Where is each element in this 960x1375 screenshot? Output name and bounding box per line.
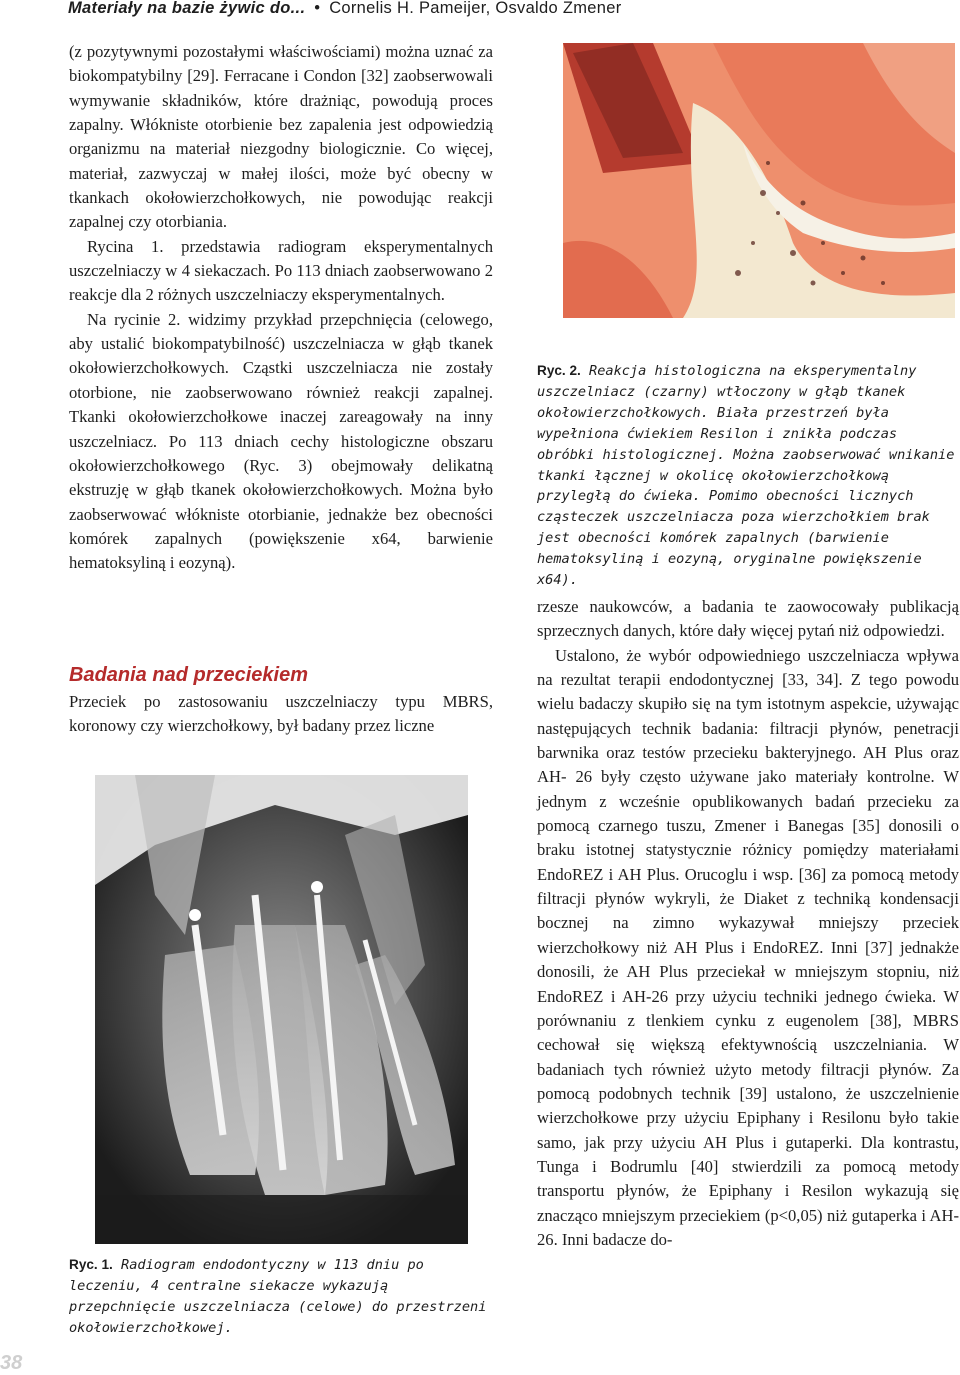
histology-illustration bbox=[563, 43, 955, 318]
journal-title: Materiały na bazie żywic do... bbox=[68, 0, 306, 17]
figure1-caption-text: Radiogram endodontyczny w 113 dniu po leczeniu, 4 centralne siekacze wykazują przepchnięcie uszczelniacza (celowe) do przestrzeni okołowierzchołkowej. bbox=[69, 1257, 487, 1336]
paragraph: Na rycinie 2. widzimy przykład przepchnięcia (celowego, aby ustalić biokompatybilność) uszczelniacza w głąb tkanek okołowierzchołkowych. Cząstki uszczelniacza nie zostały otorbione, nie zaobserwowano również reakcji zapalnej. Tkanki okołowierzchołkowe inaczej zareagowały na inny uszczelniacz. Po 113 dniach cechy histologiczne obszaru okołowierzchołkowego (Ryc. 3) obejmowały delikatną ekstruzję w głąb tkanek okołowierzchołkowych. Można było zaobserwować włókniste otorbianie, jednakże bez obecności komórek zapalnych (powiększenie x64, barwienie hematoksyliną i eozyną). bbox=[69, 309, 493, 573]
figure1-label: Ryc. 1. bbox=[69, 1257, 113, 1272]
paragraph: rzesze naukowców, a badania te zaowocowały publikacją sprzecznych danych, które dały więcej pytań niż odpowiedzi. bbox=[537, 597, 959, 641]
page-number: 38 bbox=[0, 1352, 23, 1374]
left-column bbox=[69, 40, 493, 576]
radiograph-illustration bbox=[95, 775, 468, 1244]
section-heading: Badania nad przeciekiem bbox=[69, 664, 308, 686]
histology-image bbox=[563, 43, 955, 318]
right-column bbox=[537, 595, 959, 1252]
paragraph: (z pozytywnymi pozostałymi właściwościami) można uznać za biokompatybilny [29]. Ferracane i Condon [32] zaobserwowali wymywanie składników, które drażniąc, powodują proces zapalny. Włókniste otorbienie bez zapalenia jest odpowiedzią organizmu na materiał niezgodny biologicznie. Co więcej, materiał, zazwyczaj w małej ilości, może być obecny w tkankach okołowierzchołkowych, nie powodując reakcji zapalnej czy otorbiania. bbox=[69, 42, 493, 232]
paragraph: Ustalono, że wybór odpowiedniego uszczelniacza wpływa na rezultat terapii endodontycznej [33, 34]. Z tego powodu wielu badaczy skupiło się na tym istotnym aspekcie, używając następujących technik badania: filtracji płynów, penetracji barwnika oraz testów przecieku bakteryjnego. AH Plus oraz AH- 26 były często używane jako materiały kontrolne. W jednym z wcześnie opublikowanych badań przecieku za pomocą czarnego tuszu, Zmener i Banegas [35] donosili o braku istotnej statystycznie różnicy pomiędzy materiałami EndoREZ i AH Plus. Orucoglu i wsp. [36] za pomocą metody filtracji płynów wykryli, że Diaket z techniką kondensacji bocznej na zimno wykazywał mniejszy przeciek wierzchołkowy niż AH Plus i EndoREZ. Inni [37] jednakże donosili, że AH Plus przeciekał w mniejszym stopniu, niż EndoREZ i AH-26 przy użyciu techniki jednego ćwieka. W porównaniu z tlenkiem cynku z eugenolem [38], MBRS cechował się większą efektywnością uszczelniania. W badaniach tych również użyto metody filtracji płynów. Za pomocą podobnych technik [39] ustalono, że uszczelnienie wierzchołkowe przy użyciu Epiphany i Resilonu było takie samo, jak przy użyciu AH Plus i gutaperki. Dla kontrastu, Tunga i Bodrumlu [40] stwierdzili za pomocą metody transportu płynów, że Epiphany i Resilon wykazują się znacząco mniejszym przeciekiem (p<0,05) niż gutaperka i AH-26. Inni badacze do- bbox=[537, 645, 959, 1249]
paragraph: Rycina 1. przedstawia radiogram eksperymentalnych uszczelniaczy w 4 siekaczach. Po 113 dniach zaobserwowano 2 reakcje dla 2 różnych uszczelniaczy eksperymentalnych. bbox=[69, 236, 493, 305]
paragraph: Przeciek po zastosowaniu uszczelniaczy typu MBRS, koronowy czy wierzchołkowy, był badany przez liczne bbox=[69, 692, 493, 736]
radiograph-image bbox=[95, 775, 468, 1244]
header-bullet: • bbox=[314, 0, 321, 17]
header-authors: Cornelis H. Pameijer, Osvaldo Zmener bbox=[329, 0, 622, 17]
section-body bbox=[69, 690, 493, 739]
figure2-caption bbox=[537, 361, 957, 591]
figure1-caption bbox=[69, 1255, 499, 1339]
figure2-caption-text: Reakcja histologiczna na eksperymentalny uszczelniacz (czarny) wtłoczony w głąb tkanek okołowierzchołkowych. Biała przestrzeń była wypełniona ćwiekiem Resilon i znikła podczas obróbki histologicznej. Można zaobserwować wnikanie tkanki łącznej w okolicę okołowierzchołkową przyległą do ćwieka. Pomimo obecności licznych cząsteczek uszczelniacza poza wierzchołkiem brak jest obecności komórek zapalnych (barwienie hematoksyliną i eozyną, oryginalne powiększenie x64). bbox=[537, 363, 955, 589]
running-header bbox=[68, 0, 938, 18]
figure2-label: Ryc. 2. bbox=[537, 363, 581, 378]
